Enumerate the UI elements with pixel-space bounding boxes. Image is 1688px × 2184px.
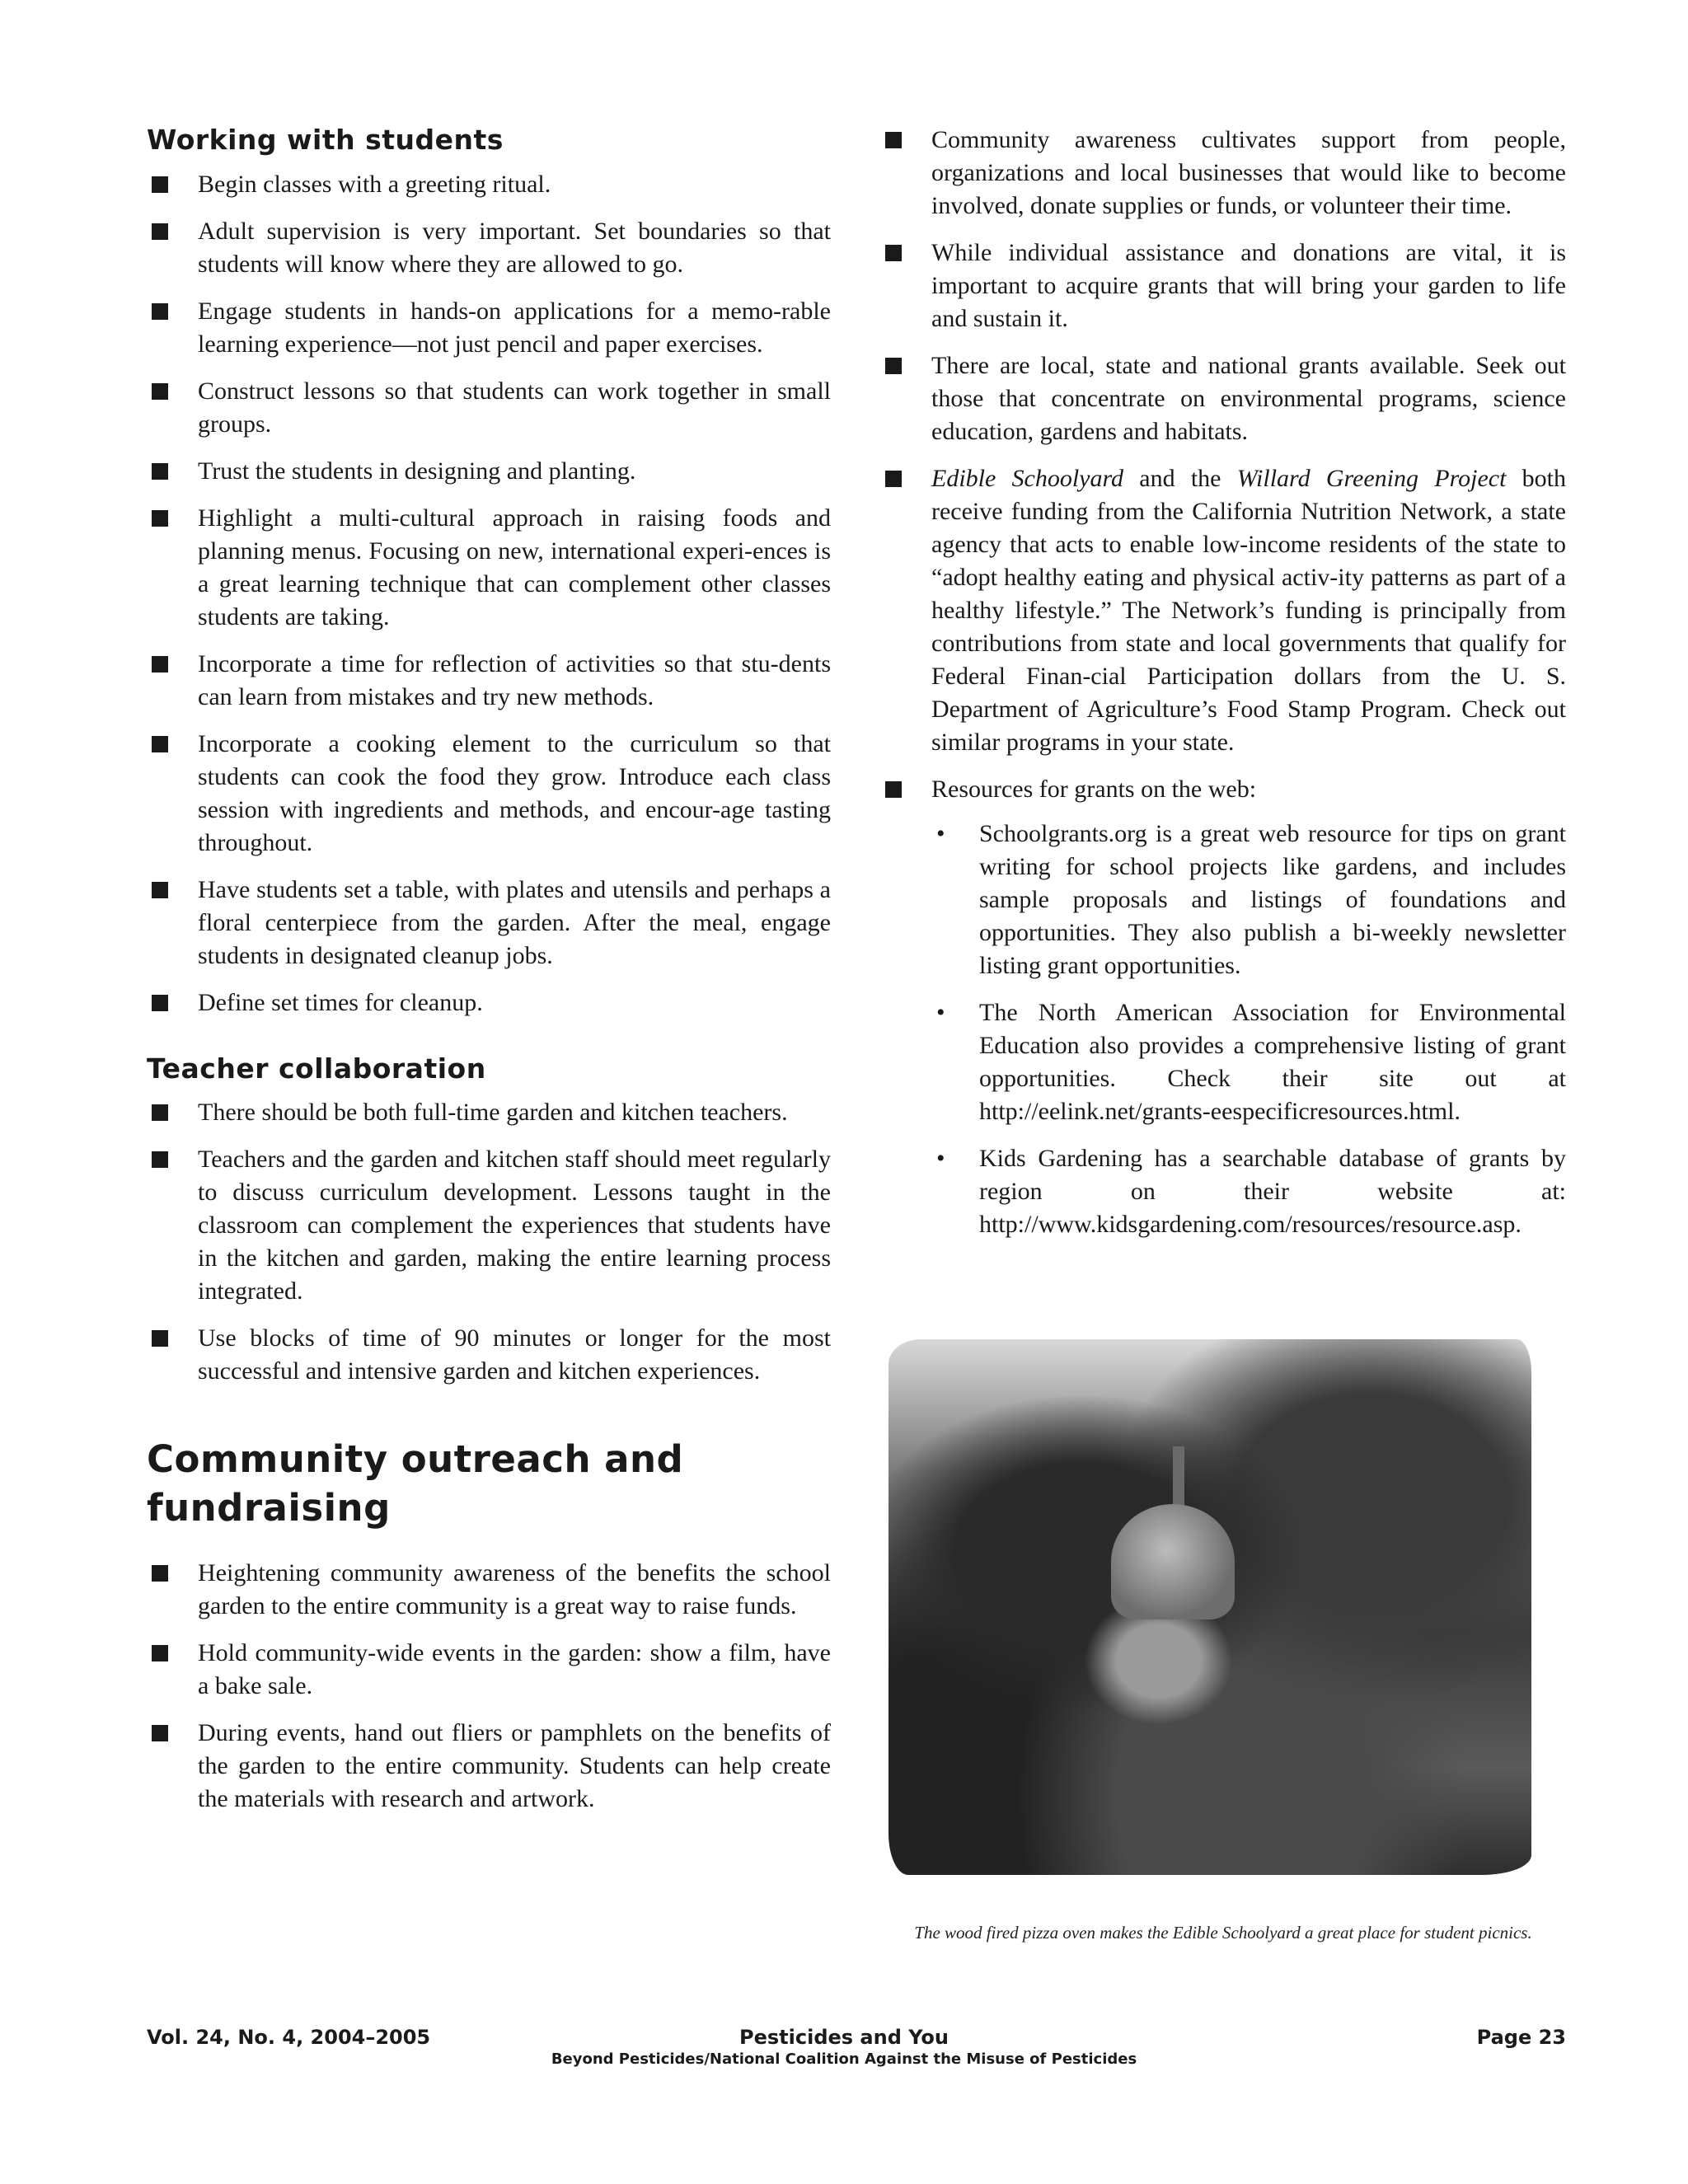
square-bullet-icon: [152, 1645, 168, 1661]
square-bullet-icon: [152, 656, 168, 673]
footer-publication: [0, 2026, 1688, 2068]
community-outreach-heading: Community outreach and fundraising: [147, 1437, 684, 1530]
list-item: Hold community-wide events in the garden: show a film, have a bake sale.: [147, 1637, 831, 1703]
footer-volume: Vol. 24, No. 4, 2004–2005: [147, 2026, 431, 2049]
square-bullet-icon: [152, 510, 168, 527]
list-item: Incorporate a cooking element to the curriculum so that students can cook the food they grow. Introduce each class session with ingredients and methods, and encour-age tasting throughout.: [147, 728, 831, 860]
list-item: Incorporate a time for reflection of activities so that stu-dents can learn from mistakes and try new methods.: [147, 648, 831, 714]
square-bullet-icon: [152, 223, 168, 240]
list-item: While individual assistance and donations are vital, it is important to acquire grants that will bring your garden to life and sustain it.: [880, 237, 1566, 335]
teacher-collaboration-list: [147, 1096, 831, 1388]
list-item: Community awareness cultivates support from people, organizations and local businesses that would like to become involved, donate supplies or funds, or volunteer their time.: [880, 124, 1566, 223]
publication-title: Pesticides and You: [739, 2026, 949, 2049]
square-bullet-icon: [152, 1151, 168, 1168]
square-bullet-icon: [152, 736, 168, 752]
list-item: Begin classes with a greeting ritual.: [147, 168, 831, 201]
bullet-dot-icon: •: [936, 999, 945, 1026]
edible-schoolyard-name: Edible Schoolyard: [931, 465, 1124, 492]
list-item: Construct lessons so that students can work together in small groups.: [147, 375, 831, 441]
list-item: Use blocks of time of 90 minutes or longer for the most successful and intensive garden and kitchen experiences.: [147, 1322, 831, 1388]
pizza-oven: [1111, 1504, 1235, 1619]
square-bullet-icon: [885, 781, 902, 798]
community-outreach-list: [147, 1557, 831, 1816]
square-bullet-icon: [152, 303, 168, 320]
list-item: Adult supervision is very important. Set boundaries so that students will know where they are allowed to go.: [147, 215, 831, 281]
list-item: Highlight a multi-cultural approach in raising foods and planning menus. Focusing on new, international experi-ences is a great learning technique that can complement other classes students are taking.: [147, 502, 831, 634]
teacher-collaboration-heading: Teacher collaboration: [147, 1052, 486, 1085]
list-item: • The North American Association for Environmental Education also provides a comprehensive listing of grant opportunities. Check their site out at http://eelink.net/grants-eespecificresources.html.: [880, 996, 1566, 1128]
list-item: • Kids Gardening has a searchable database of grants by region on their website at: http://www.kidsgardening.com/resources/resource.asp.: [880, 1142, 1566, 1241]
list-item: There are local, state and national grants available. Seek out those that concentrate on environmental programs, science education, gardens and habitats.: [880, 349, 1566, 448]
square-bullet-icon: [152, 383, 168, 400]
working-with-students-list: [147, 168, 831, 1019]
working-with-students-heading: Working with students: [147, 124, 504, 156]
grant-resources-list: [880, 818, 1566, 1241]
list-item: Trust the students in designing and planting.: [147, 455, 831, 488]
left-column: [147, 124, 831, 1849]
list-item: • Schoolgrants.org is a great web resource for tips on grant writing for school projects like gardens, and includes sample proposals and listings of foundations and opportunities. They also publish a bi-weekly newsletter listing grant opportunities.: [880, 818, 1566, 982]
bullet-dot-icon: •: [936, 820, 945, 847]
garden-pizza-oven-photo: [889, 1339, 1531, 1875]
square-bullet-icon: [152, 1330, 168, 1347]
right-column: [880, 124, 1566, 1255]
square-bullet-icon: [152, 176, 168, 193]
square-bullet-icon: [152, 882, 168, 898]
organization-name: Beyond Pesticides/National Coalition Against the Misuse of Pesticides: [551, 2050, 1137, 2068]
list-item: Define set times for cleanup.: [147, 987, 831, 1019]
list-item: During events, hand out fliers or pamphlets on the benefits of the garden to the entire community. Students can help create the materials with research and artwork.: [147, 1717, 831, 1816]
footer-page-number: Page 23: [1476, 2026, 1566, 2049]
list-item: Teachers and the garden and kitchen staff should meet regularly to discuss curriculum development. Lessons taught in the classroom can complement the experiences that students have in the kitchen and garden, making the entire learning process integrated.: [147, 1143, 831, 1308]
square-bullet-icon: [152, 995, 168, 1011]
square-bullet-icon: [885, 471, 902, 487]
square-bullet-icon: [885, 132, 902, 148]
list-item: Heightening community awareness of the benefits the school garden to the entire community is a great way to raise funds.: [147, 1557, 831, 1623]
square-bullet-icon: [885, 245, 902, 261]
photo-caption: The wood fired pizza oven makes the Edible Schoolyard a great place for student picnics.: [914, 1923, 1532, 1943]
list-item: Edible Schoolyard and the Willard Greening Project both receive funding from the California Nutrition Network, a state agency that acts to enable low-income residents of the state to “adopt healthy eating and physical activ-ity patterns as part of a healthy lifestyle.” The Network’s funding is principally from contributions from state and local governments that qualify for Federal Finan-cial Participation dollars from the U. S. Department of Agriculture’s Food Stamp Program. Check out similar programs in your state.: [880, 462, 1566, 759]
bullet-dot-icon: •: [936, 1145, 945, 1172]
square-bullet-icon: [152, 463, 168, 480]
willard-greening-name: Willard Greening Project: [1236, 465, 1507, 492]
list-item: Engage students in hands-on applications for a memo-rable learning experience—not just pencil and paper exercises.: [147, 295, 831, 361]
list-item: Have students set a table, with plates and utensils and perhaps a floral centerpiece from the garden. After the meal, engage students in designated cleanup jobs.: [147, 874, 831, 972]
square-bullet-icon: [152, 1104, 168, 1121]
list-item: Resources for grants on the web:: [880, 773, 1566, 806]
square-bullet-icon: [885, 358, 902, 374]
fundraising-list: [880, 124, 1566, 806]
list-item: There should be both full-time garden and kitchen teachers.: [147, 1096, 831, 1129]
square-bullet-icon: [152, 1565, 168, 1582]
square-bullet-icon: [152, 1725, 168, 1741]
